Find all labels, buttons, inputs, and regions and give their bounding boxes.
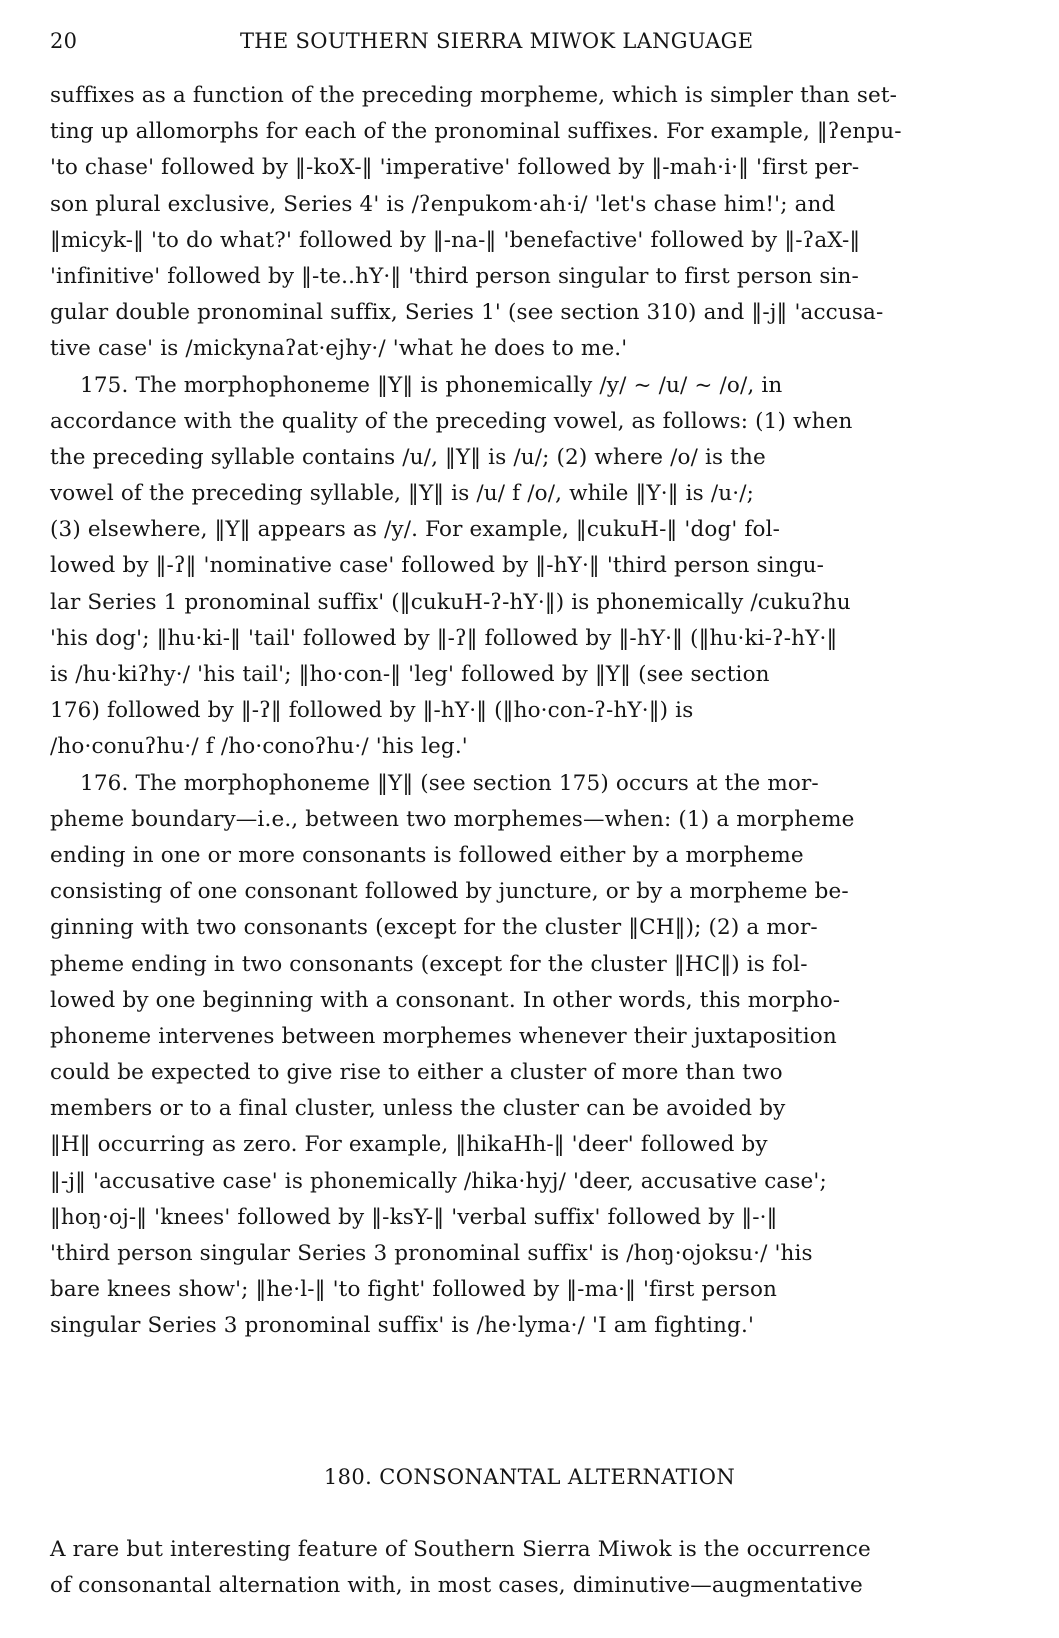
text-line: consisting of one consonant followed by juncture, or by a morpheme be- xyxy=(50,879,849,905)
text-line: ‖H‖ occurring as zero. For example, ‖hikaHh-‖ 'deer' followed by xyxy=(50,1132,768,1158)
text-line: the preceding syllable contains /u/, ‖Y‖ is /u/; (2) where /o/ is the xyxy=(50,444,766,470)
text-line: phoneme intervenes between morphemes whenever their juxtaposition xyxy=(50,1023,837,1049)
text-line: members or to a final cluster, unless the cluster can be avoided by xyxy=(50,1096,786,1122)
body-text xyxy=(50,78,1010,1345)
text-line: ‖micyk-‖ 'to do what?' followed by ‖-na-‖ 'benefactive' followed by ‖-ʔaX-‖ xyxy=(50,227,861,253)
text-line: is /hu·kiʔhy·/ 'his tail'; ‖ho·con-‖ 'leg' followed by ‖Y‖ (see section xyxy=(50,662,770,687)
text-line: pheme boundary—i.e., between two morphemes—when: (1) a morpheme xyxy=(50,806,855,832)
text-line: lowed by one beginning with a consonant. In other words, this morpho- xyxy=(50,987,841,1013)
text-line: 'infinitive' followed by ‖-te..hY·‖ 'third person singular to first person sin- xyxy=(50,263,859,289)
text-line: lar Series 1 pronominal suffix' (‖cukuH-ʔ-hY·‖) is phonemically /cukuʔhu xyxy=(50,589,851,615)
section-heading: 180. CONSONANTAL ALTERNATION xyxy=(323,1465,736,1489)
text-line: 'his dog'; ‖hu·ki-‖ 'tail' followed by ‖-ʔ‖ followed by ‖-hY·‖ (‖hu·ki-ʔ-hY·‖ xyxy=(50,625,838,651)
text-line: could be expected to give rise to either a cluster of more than two xyxy=(50,1060,783,1086)
text-line: pheme ending in two consonants (except for the cluster ‖HC‖) is fol- xyxy=(50,951,808,977)
page-header xyxy=(50,24,1010,54)
text-line: 'third person singular Series 3 pronominal suffix' is /hoŋ·ojoksu·/ 'his xyxy=(50,1241,813,1266)
text-line: of consonantal alternation with, in most cases, diminutive—augmentative xyxy=(50,1573,863,1599)
running-head: THE SOUTHERN SIERRA MIWOK LANGUAGE xyxy=(240,29,754,53)
text-line: 176) followed by ‖-ʔ‖ followed by ‖-hY·‖ (‖ho·con-ʔ-hY·‖) is xyxy=(50,698,694,724)
text-line: 'to chase' followed by ‖-koX-‖ 'imperative' followed by ‖-mah·i·‖ 'first per- xyxy=(50,155,860,181)
paragraph-175-start: 175. The morphophoneme ‖Y‖ is phonemically /y/ ~ /u/ ~ /o/, in xyxy=(80,372,783,398)
text-line: vowel of the preceding syllable, ‖Y‖ is /u/ f /o/, while ‖Y·‖ is /u·/; xyxy=(50,481,755,507)
section-body-text xyxy=(50,1532,1010,1604)
text-line: suffixes as a function of the preceding morpheme, which is simpler than set- xyxy=(50,83,898,108)
text-line: A rare but interesting feature of Southern Sierra Miwok is the occurrence xyxy=(50,1537,871,1562)
text-line: accordance with the quality of the preceding vowel, as follows: (1) when xyxy=(50,408,853,434)
text-line: (3) elsewhere, ‖Y‖ appears as /y/. For example, ‖cukuH-‖ 'dog' fol- xyxy=(50,517,781,543)
page-number: 20 xyxy=(50,29,78,53)
text-line: ending in one or more consonants is followed either by a morpheme xyxy=(50,842,804,868)
text-line: son plural exclusive, Series 4' is /ʔenpukom·ah·i/ 'let's chase him!'; and xyxy=(50,191,836,217)
text-line: ting up allomorphs for each of the pronominal suffixes. For example, ‖ʔenpu- xyxy=(50,119,902,145)
text-line: ‖hoŋ·oj-‖ 'knees' followed by ‖-ksY-‖ 'verbal suffix' followed by ‖-·‖ xyxy=(50,1204,778,1230)
text-line: /ho·conuʔhu·/ f /ho·conoʔhu·/ 'his leg.' xyxy=(50,734,468,760)
text-line: bare knees show'; ‖he·l-‖ 'to fight' followed by ‖-ma·‖ 'first person xyxy=(50,1277,778,1303)
text-line: gular double pronominal suffix, Series 1' (see section 310) and ‖-j‖ 'accusa- xyxy=(50,300,884,326)
text-line: ‖-j‖ 'accusative case' is phonemically /hika·hyj/ 'deer, accusative case'; xyxy=(50,1168,827,1194)
text-line: tive case' is /mickynaʔat·ejhy·/ 'what he does to me.' xyxy=(50,336,628,362)
text-line: ginning with two consonants (except for the cluster ‖CH‖); (2) a mor- xyxy=(50,915,818,941)
paragraph-176-start: 176. The morphophoneme ‖Y‖ (see section 175) occurs at the mor- xyxy=(80,770,819,796)
text-line: singular Series 3 pronominal suffix' is /he·lyma·/ 'I am fighting.' xyxy=(50,1313,755,1339)
text-line: lowed by ‖-ʔ‖ 'nominative case' followed by ‖-hY·‖ 'third person singu- xyxy=(50,553,825,579)
